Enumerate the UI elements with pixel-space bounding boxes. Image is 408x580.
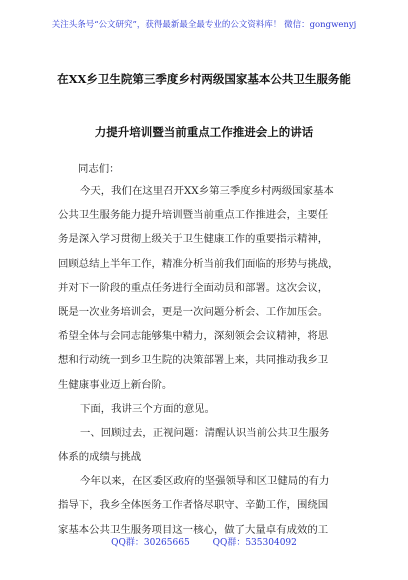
body-line: 下面，我讲三个方面的意见。 — [80, 402, 216, 415]
body-line: 务是深入学习贯彻上级关于卫生健康工作的重要指示精神， — [58, 233, 329, 246]
salutation: 同志们： — [78, 163, 120, 175]
footer-qq-group-2: QQ群：535304092 — [212, 538, 297, 548]
body-line: 既是一次业务培训会，更是一次问题分析会、工作加压会。 — [58, 305, 329, 318]
body-line: 生健康事业迈上新台阶。 — [58, 378, 173, 391]
section-heading-line: 体系的成绩与挑战 — [58, 451, 142, 464]
body-line: 家基本公共卫生服务项目这一核心，做了大量卓有成效的工 — [58, 523, 329, 536]
document-title-line-1: 在XX乡卫生院第三季度乡村两级国家基本公共卫生服务能 — [57, 72, 351, 86]
header-note: 关注头条号“公文研究”，获得最新最全最专业的公文资料库！ 微信：gongwenyj — [51, 20, 357, 30]
body-line: 指导下，我乡全体医务工作者恪尽职守、辛勤工作，围绕国 — [58, 499, 329, 512]
body-line: 回顾总结上半年工作，精准分析当前我们面临的形势与挑战， — [58, 257, 339, 270]
body-line: 并对下一阶段的重点任务进行全面动员和部署。这次会议， — [58, 281, 329, 294]
body-line: 想和行动统一到乡卫生院的决策部署上来，共同推动我乡卫 — [58, 354, 329, 367]
body-line: 希望全体与会同志能够集中精力，深刻领会会议精神，将思 — [58, 330, 329, 343]
body-line: 公共卫生服务能力提升培训暨当前重点工作推进会，主要任 — [58, 209, 329, 222]
body-line: 今年以来，在区委区政府的坚强领导和区卫健局的有力 — [80, 475, 330, 488]
footer-qq-group-1: QQ群：30265665 — [111, 538, 190, 548]
body-line: 今天，我们在这里召开XX乡第三季度乡村两级国家基本 — [80, 185, 334, 197]
document-body — [58, 179, 358, 542]
section-heading-line: 一、回顾过去，正视问题：清醒认识当前公共卫生服务 — [80, 426, 330, 439]
footer-contact — [0, 535, 408, 548]
document-title-line-2: 力提升培训暨当前重点工作推进会上的讲话 — [94, 125, 314, 139]
